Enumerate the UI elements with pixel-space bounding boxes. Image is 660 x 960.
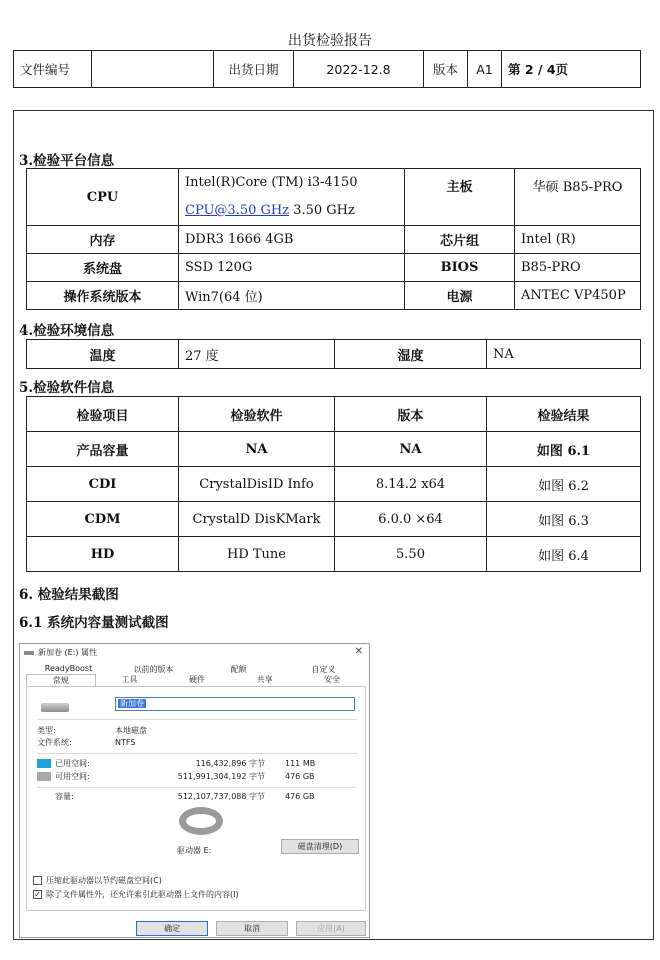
free-space-row: 可用空间: 511,991,304,192 字节 476 GB xyxy=(37,771,357,783)
cpu-model: Intel(R)Core (TM) i3-4150 xyxy=(185,175,358,190)
tab-security[interactable]: 安全 xyxy=(324,675,341,684)
file-no-value xyxy=(92,51,214,88)
board-value: 华硕 B85-PRO xyxy=(515,169,641,226)
temperature-value: 27 度 xyxy=(179,340,335,369)
volume-name-input[interactable]: 新加卷 xyxy=(115,697,355,711)
cpu-link[interactable]: CPU@3.50 GHz xyxy=(185,203,290,218)
dialog-titlebar xyxy=(24,647,97,658)
system-disk-label: 系统盘 xyxy=(27,254,179,282)
ship-date-label: 出货日期 xyxy=(214,51,294,88)
platform-table xyxy=(26,168,641,310)
apply-button[interactable]: 应用(A) xyxy=(296,921,366,936)
cpu-speed: CPU@3.50 GHz 3.50 GHz xyxy=(185,203,355,218)
table-row: CDM CrystalD DisKMark 6.0.0 ×64 如图 6.3 xyxy=(27,502,641,537)
memory-value: DDR3 1666 4GB xyxy=(179,226,405,254)
humidity-value: NA xyxy=(487,340,641,369)
bios-label: BIOS xyxy=(405,254,515,282)
table-row: CDI CrystalDisID Info 8.14.2 x64 如图 6.2 xyxy=(27,467,641,502)
cancel-button[interactable]: 取消 xyxy=(216,921,288,936)
drive-properties-dialog xyxy=(19,643,370,938)
bios-value: B85-PRO xyxy=(515,254,641,282)
general-tab-panel xyxy=(26,686,366,911)
board-label: 主板 xyxy=(405,169,515,226)
col-header: 检验项目 xyxy=(27,397,179,432)
header-table xyxy=(13,50,641,88)
drive-caption: 驱动器 E: xyxy=(177,846,212,855)
table-row: HD HD Tune 5.50 如图 6.4 xyxy=(27,537,641,572)
section6-title: 6. 检验结果截图 xyxy=(19,587,119,603)
filesystem-row: 文件系统: NTFS xyxy=(37,738,136,747)
tab-tools[interactable]: 工具 xyxy=(121,675,138,684)
psu-label: 电源 xyxy=(405,282,515,310)
section5-title: 5.检验软件信息 xyxy=(19,380,115,396)
memory-label: 内存 xyxy=(27,226,179,254)
ok-button[interactable]: 确定 xyxy=(136,921,208,936)
used-space-row: 已用空间: 116,432,896 字节 111 MB xyxy=(37,758,357,770)
usage-donut xyxy=(179,807,223,835)
divider xyxy=(37,753,357,754)
document-title: 出货检验报告 xyxy=(288,33,372,49)
file-no-label: 文件编号 xyxy=(14,51,92,88)
tab-sharing[interactable]: 共享 xyxy=(256,675,273,684)
tab-row-2 xyxy=(26,674,366,686)
hard-drive-icon xyxy=(41,703,69,712)
temperature-label: 温度 xyxy=(27,340,179,369)
chipset-label: 芯片组 xyxy=(405,226,515,254)
ship-date-value: 2022-12.8 xyxy=(294,51,424,88)
close-icon[interactable]: ✕ xyxy=(354,646,363,657)
dialog-title: 新加卷 (E:) 属性 xyxy=(38,648,98,657)
compress-option[interactable]: 压缩此驱动器以节约磁盘空间(C) xyxy=(33,875,162,886)
version-label: 版本 xyxy=(424,51,468,88)
cpu-label: CPU xyxy=(27,169,179,226)
col-header: 版本 xyxy=(335,397,487,432)
version-value: A1 xyxy=(468,51,502,88)
divider xyxy=(37,787,357,788)
software-table xyxy=(26,396,641,572)
tab-customize[interactable]: 自定义 xyxy=(311,665,336,674)
tab-previous-versions[interactable]: 以前的版本 xyxy=(133,665,174,674)
section3-title: 3.检验平台信息 xyxy=(19,153,115,169)
col-header: 检验软件 xyxy=(179,397,335,432)
table-row: 产品容量 NA NA 如图 6.1 xyxy=(27,432,641,467)
section6-subtitle: 6.1 系统内容量测试截图 xyxy=(19,615,169,631)
capacity-row: 容量: 512,107,737,088 字节 476 GB xyxy=(55,792,315,801)
checkbox-unchecked[interactable] xyxy=(33,876,42,885)
type-row: 类型: 本地磁盘 xyxy=(37,726,147,735)
drive-icon xyxy=(24,651,34,655)
system-disk-value: SSD 120G xyxy=(179,254,405,282)
tab-quota[interactable]: 配额 xyxy=(230,665,247,674)
section4-title: 4.检验环境信息 xyxy=(19,323,115,339)
checkbox-checked-icon[interactable]: ✓ xyxy=(34,890,41,899)
chipset-value: Intel (R) xyxy=(515,226,641,254)
index-option[interactable]: ✓ 除了文件属性外，还允许索引此驱动器上文件的内容(I) xyxy=(34,890,239,899)
tab-readyboost[interactable]: ReadyBoost xyxy=(44,664,93,673)
psu-value: ANTEC VP450P xyxy=(515,282,641,310)
free-color-swatch xyxy=(37,772,51,781)
divider xyxy=(37,719,357,720)
tab-general[interactable]: 常规 xyxy=(26,674,96,686)
humidity-label: 湿度 xyxy=(335,340,487,369)
col-header: 检验结果 xyxy=(487,397,641,432)
os-value: Win7(64 位) xyxy=(179,282,405,310)
os-label: 操作系统版本 xyxy=(27,282,179,310)
used-color-swatch xyxy=(37,759,51,768)
page-number: 第 2 / 4页 xyxy=(502,51,641,88)
tab-hardware[interactable]: 硬件 xyxy=(188,675,205,684)
environment-table xyxy=(26,339,641,369)
disk-cleanup-button[interactable]: 磁盘清理(D) xyxy=(281,839,359,854)
